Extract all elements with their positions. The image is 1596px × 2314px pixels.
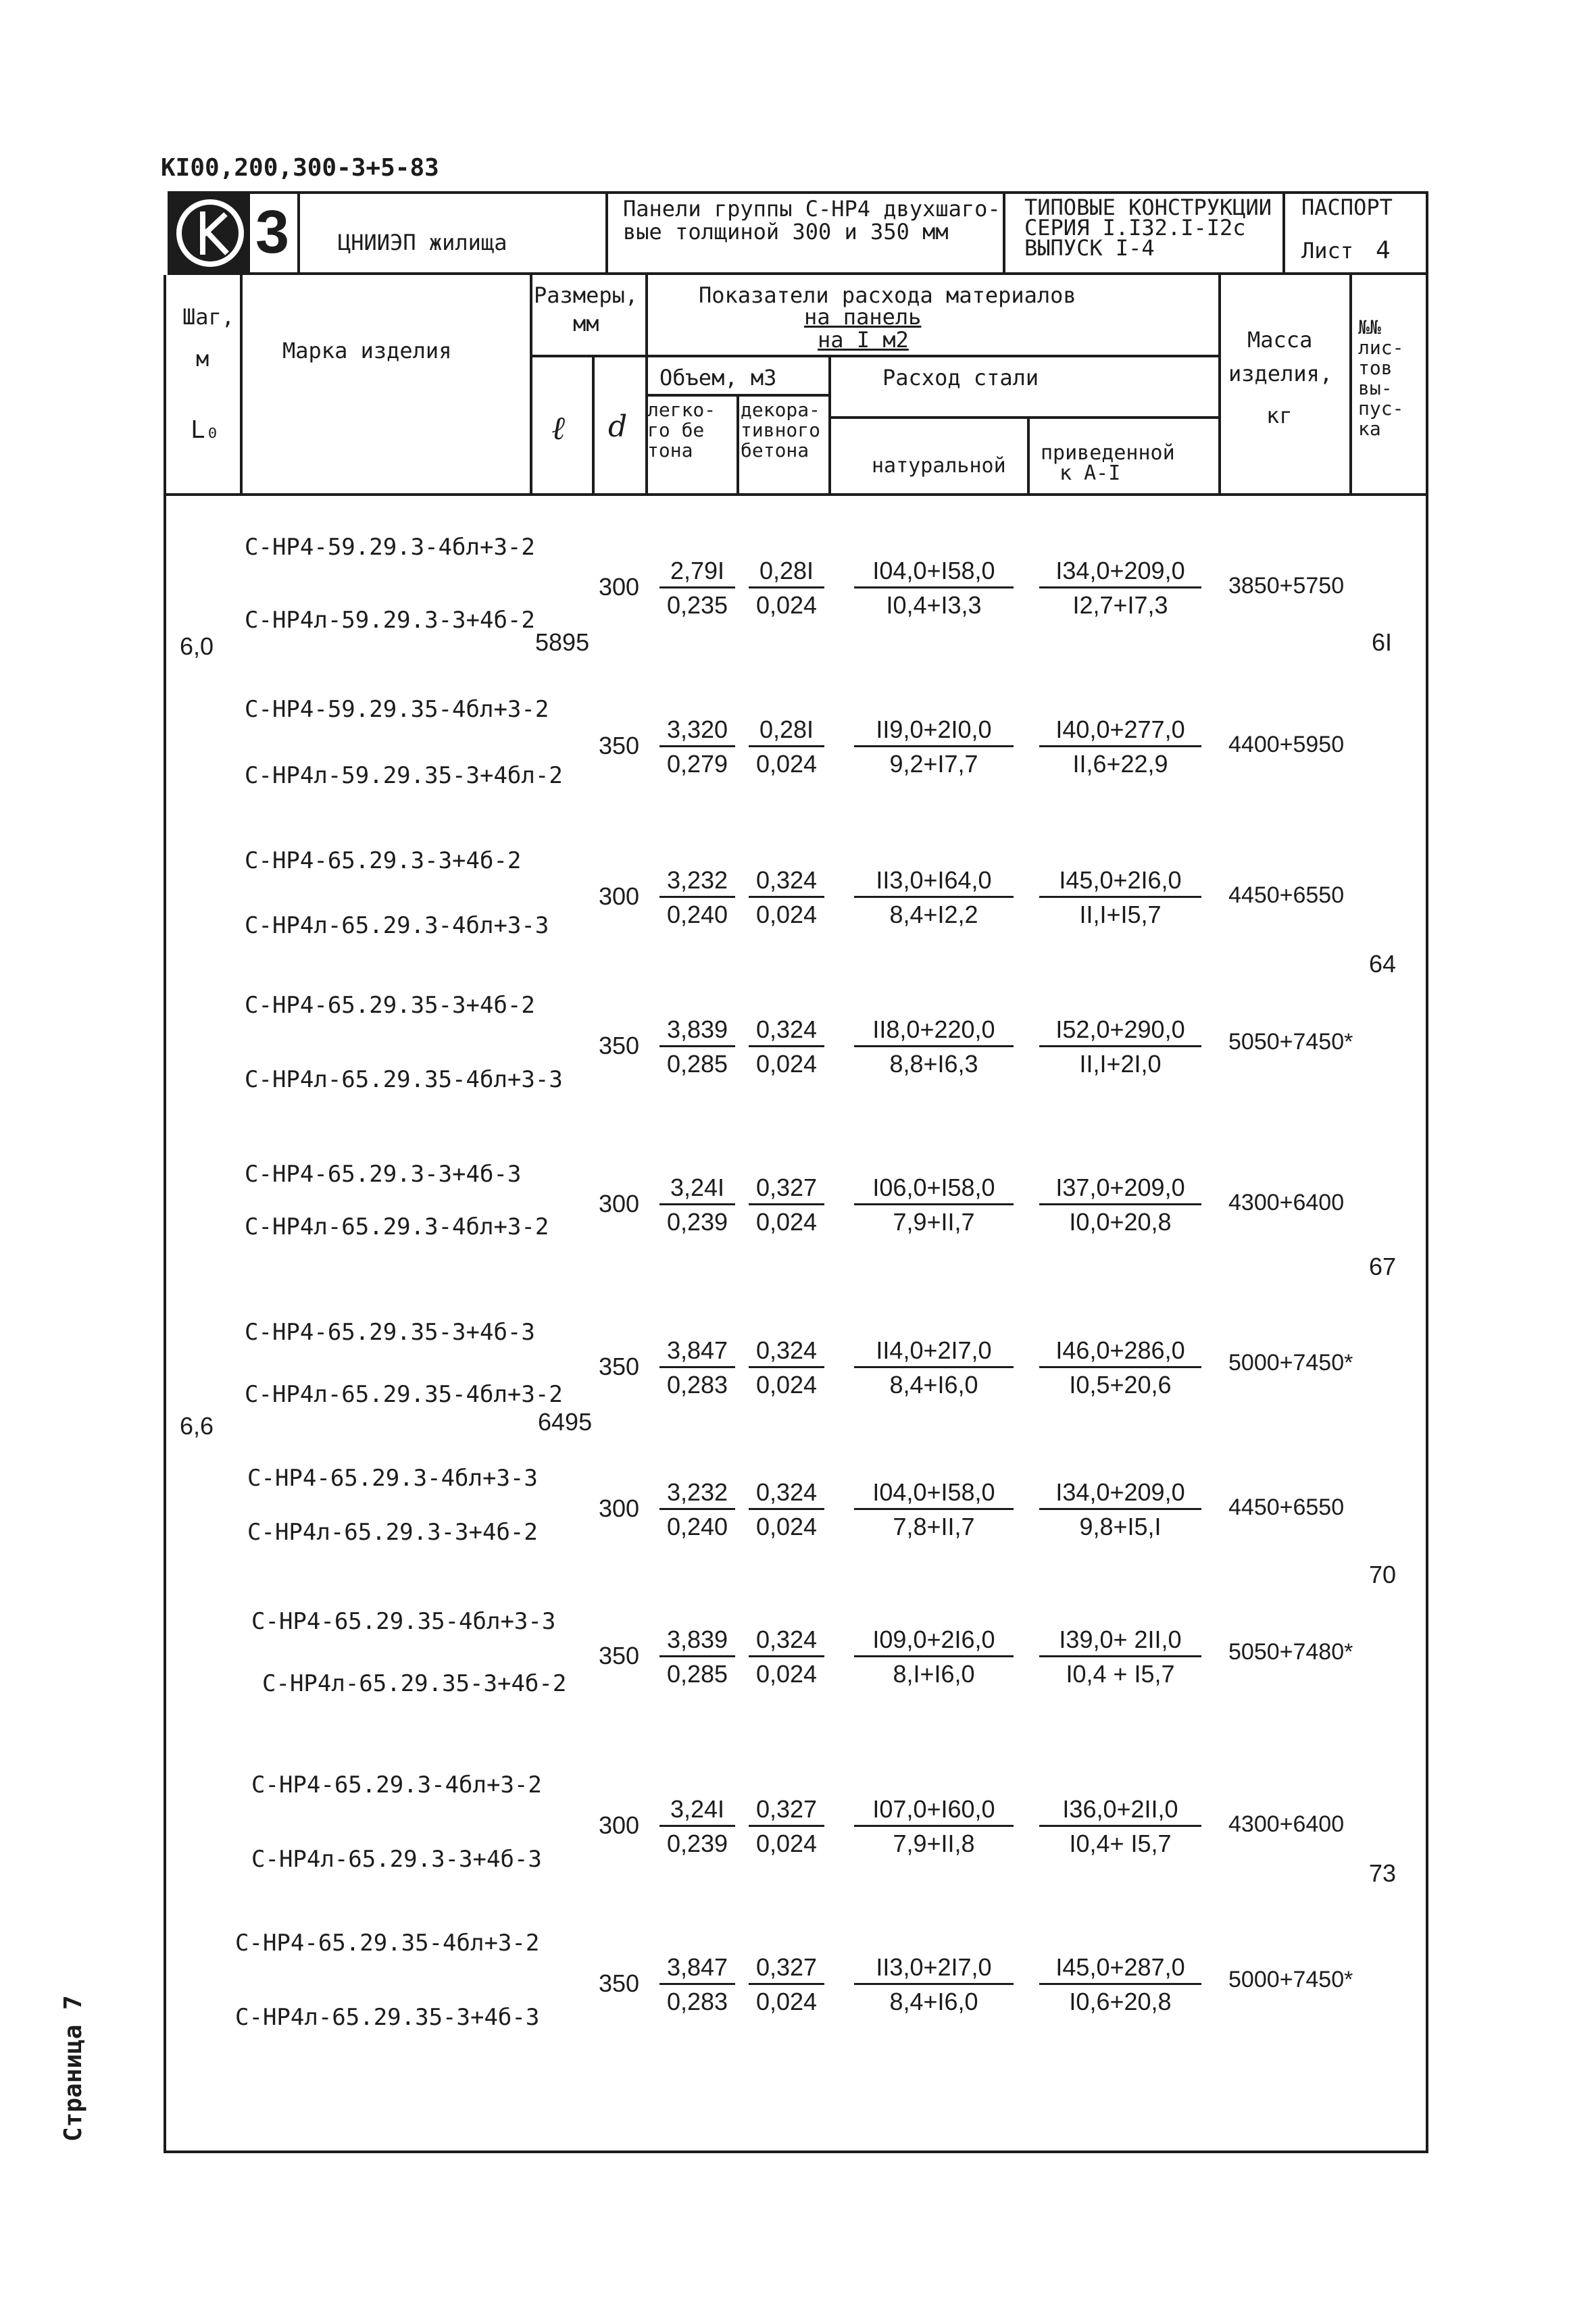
- product-mass: 5050+7480*: [1228, 1639, 1353, 1665]
- light-concrete-volume-per-m2: 0,240: [666, 1513, 728, 1540]
- steel-natural: [854, 715, 1014, 778]
- decorative-concrete-volume-per-m2: 0,024: [755, 1988, 818, 2015]
- steel-reduced-panel: I45,0+2I6,0: [1039, 866, 1201, 898]
- decorative-concrete-volume-panel: 0,324: [749, 1626, 824, 1657]
- page-label: Страница 7: [59, 1995, 87, 2142]
- sheet-ref: 64: [1369, 950, 1397, 978]
- product-mark: С-НР4-65.29.3-4бл+3-3: [247, 1465, 538, 1492]
- steel-reduced-per-m2: II,I+I5,7: [1079, 901, 1162, 928]
- steel-natural: [854, 1015, 1014, 1078]
- header-light-line-2: го бе: [647, 419, 705, 441]
- steel-natural-panel: I09,0+2I6,0: [854, 1626, 1014, 1657]
- header-deco-line-3: бетона: [741, 439, 809, 461]
- light-concrete-volume-per-m2: 0,285: [666, 1660, 728, 1688]
- product-mark: С-НР4л-65.29.35-3+4б-3: [235, 2004, 540, 2031]
- length-value-6495: 6495: [538, 1408, 593, 1436]
- series-line-3: ВЫПУСК I-4: [1024, 235, 1155, 261]
- product-mass: 4400+5950: [1228, 732, 1345, 757]
- header-deco-line-2: тивного: [741, 419, 821, 441]
- steel-reduced-panel: I36,0+2II,0: [1039, 1795, 1201, 1827]
- steel-natural-per-m2: I0,4+I3,3: [886, 591, 982, 619]
- product-mark: С-НР4-65.29.35-3+4б-3: [245, 1319, 535, 1346]
- light-concrete-volume: [659, 1336, 735, 1399]
- product-mark: С-НР4л-59.29.3-3+4б-2: [245, 607, 535, 634]
- steel-reduced-panel: I52,0+290,0: [1039, 1015, 1201, 1047]
- light-concrete-volume: [659, 1015, 735, 1078]
- light-concrete-volume-panel: 3,232: [659, 1478, 735, 1510]
- decorative-concrete-volume-per-m2: 0,024: [755, 1208, 818, 1236]
- product-mark: С-НР4-65.29.3-3+4б-2: [245, 847, 522, 874]
- steel-reduced: [1039, 715, 1201, 778]
- thickness-value: 300: [599, 882, 640, 910]
- thickness-value: 300: [599, 573, 640, 601]
- decorative-concrete-volume-panel: 0,327: [749, 1174, 824, 1205]
- product-mark: С-НР4л-65.29.35-4бл+3-2: [245, 1381, 563, 1408]
- decorative-concrete-volume-panel: 0,327: [749, 1795, 824, 1827]
- header-sheets-line-1: №№: [1358, 316, 1381, 338]
- product-mass: 4300+6400: [1228, 1811, 1345, 1837]
- thickness-value: 350: [599, 1642, 640, 1669]
- steel-natural-per-m2: 7,9+II,7: [893, 1208, 975, 1236]
- light-concrete-volume-panel: 3,847: [659, 1953, 735, 1985]
- product-mass: 5000+7450*: [1228, 1350, 1353, 1376]
- header-steel-natural: натуральной: [872, 454, 1006, 478]
- header-sheets: [1358, 318, 1403, 439]
- header-decorative-concrete: [741, 400, 820, 461]
- sheet-ref: 67: [1369, 1253, 1397, 1280]
- light-concrete-volume-panel: 3,320: [659, 715, 735, 747]
- sheet-ref: 70: [1369, 1561, 1397, 1588]
- header-per-m2: на I м2: [818, 327, 909, 353]
- light-concrete-volume-per-m2: 0,235: [666, 591, 728, 619]
- light-concrete-volume-panel: 3,24I: [659, 1795, 735, 1827]
- steel-reduced: [1039, 1795, 1201, 1858]
- steel-natural: [854, 866, 1014, 929]
- header-steel-reduced: [1041, 443, 1175, 484]
- step-value-6-0: 6,0: [180, 632, 214, 660]
- step-value-6-6: 6,6: [180, 1412, 214, 1440]
- decorative-concrete-volume-panel: 0,324: [749, 1478, 824, 1510]
- steel-natural-panel: I06,0+I58,0: [854, 1174, 1014, 1205]
- steel-reduced-panel: I37,0+209,0: [1039, 1174, 1201, 1205]
- light-concrete-volume-per-m2: 0,239: [666, 1830, 728, 1857]
- steel-natural-panel: I04,0+I58,0: [854, 557, 1014, 588]
- header-light-line-1: легко-: [647, 399, 716, 421]
- light-concrete-volume-per-m2: 0,283: [666, 1371, 728, 1399]
- decorative-concrete-volume: [749, 715, 824, 778]
- title-line-1: Панели группы С-НР4 двухшаго-: [623, 196, 1001, 222]
- decorative-concrete-volume-panel: 0,28I: [749, 715, 824, 747]
- product-mark: С-НР4-59.29.35-4бл+3-2: [245, 696, 549, 723]
- steel-natural: [854, 1174, 1014, 1236]
- steel-reduced-panel: I39,0+ 2II,0: [1039, 1626, 1201, 1657]
- product-mass: 4450+6550: [1228, 1494, 1345, 1520]
- decorative-concrete-volume: [749, 1478, 824, 1541]
- decorative-concrete-volume-per-m2: 0,024: [755, 591, 818, 619]
- steel-natural-per-m2: 9,2+I7,7: [889, 750, 978, 778]
- decorative-concrete-volume-per-m2: 0,024: [755, 1371, 818, 1399]
- steel-reduced: [1039, 1015, 1201, 1078]
- steel-natural: [854, 557, 1014, 620]
- decorative-concrete-volume-per-m2: 0,024: [755, 1050, 818, 1078]
- product-mark: С-НР4-65.29.3-4бл+3-2: [251, 1771, 542, 1799]
- light-concrete-volume: [659, 1795, 735, 1858]
- steel-natural-per-m2: 8,4+I6,0: [889, 1371, 978, 1399]
- thickness-value: 350: [599, 732, 640, 759]
- product-mark: С-НР4л-65.29.3-4бл+3-2: [245, 1213, 549, 1240]
- sheet-ref: 73: [1369, 1859, 1397, 1887]
- header-sheets-line-3: тов: [1358, 357, 1393, 379]
- steel-reduced: [1039, 557, 1201, 620]
- thickness-value: 350: [599, 1969, 640, 1997]
- steel-reduced: [1039, 1953, 1201, 2016]
- decorative-concrete-volume: [749, 1953, 824, 2016]
- steel-reduced: [1039, 1626, 1201, 1688]
- light-concrete-volume-per-m2: 0,283: [666, 1988, 728, 2015]
- logo-number: 3: [255, 199, 290, 266]
- decorative-concrete-volume-per-m2: 0,024: [755, 1513, 818, 1540]
- steel-natural-per-m2: 7,8+II,7: [893, 1513, 975, 1540]
- light-concrete-volume-panel: 3,24I: [659, 1174, 735, 1205]
- product-mark: С-НР4л-65.29.35-3+4б-2: [262, 1670, 567, 1697]
- steel-reduced-per-m2: II,6+22,9: [1072, 750, 1168, 778]
- decorative-concrete-volume-per-m2: 0,024: [755, 901, 818, 928]
- decorative-concrete-volume-panel: 0,327: [749, 1953, 824, 1985]
- header-reduced-line-1: приведенной: [1041, 441, 1175, 465]
- light-concrete-volume-panel: 3,839: [659, 1626, 735, 1657]
- light-concrete-volume-per-m2: 0,240: [666, 901, 728, 928]
- length-value-5895: 5895: [535, 628, 590, 656]
- steel-reduced: [1039, 1336, 1201, 1399]
- light-concrete-volume: [659, 1953, 735, 2016]
- product-mark: С-НР4л-65.29.35-4бл+3-3: [245, 1066, 563, 1093]
- steel-reduced-panel: I46,0+286,0: [1039, 1336, 1201, 1368]
- steel-reduced-panel: I34,0+209,0: [1039, 557, 1201, 588]
- decorative-concrete-volume: [749, 1626, 824, 1688]
- header-mass-label: Масса: [1247, 327, 1313, 353]
- header-deco-line-1: декора-: [741, 399, 821, 421]
- steel-natural-per-m2: 8,I+I6,0: [893, 1660, 975, 1688]
- decorative-concrete-volume: [749, 1795, 824, 1858]
- light-concrete-volume-per-m2: 0,279: [666, 750, 728, 778]
- steel-natural: [854, 1626, 1014, 1688]
- steel-natural-per-m2: 8,8+I6,3: [889, 1050, 978, 1078]
- header-mass-product: изделия,: [1228, 361, 1333, 386]
- header-mark-label: Марка изделия: [282, 338, 452, 363]
- steel-natural-panel: I04,0+I58,0: [854, 1478, 1014, 1510]
- sheet-label: Лист: [1301, 238, 1354, 263]
- product-mark: С-НР4-65.29.3-3+4б-3: [245, 1161, 522, 1188]
- light-concrete-volume-panel: 3,839: [659, 1015, 735, 1047]
- steel-reduced-per-m2: I0,0+20,8: [1069, 1208, 1172, 1236]
- light-concrete-volume-panel: 3,847: [659, 1336, 735, 1368]
- steel-reduced-per-m2: I0,6+20,8: [1069, 1988, 1172, 2015]
- decorative-concrete-volume: [749, 1015, 824, 1078]
- steel-reduced-panel: I34,0+209,0: [1039, 1478, 1201, 1510]
- light-concrete-volume: [659, 1626, 735, 1688]
- steel-natural-panel: II3,0+2I7,0: [854, 1953, 1014, 1985]
- decorative-concrete-volume-panel: 0,324: [749, 1015, 824, 1047]
- steel-natural-panel: I07,0+I60,0: [854, 1795, 1014, 1827]
- product-mark: С-НР4л-65.29.3-4бл+3-3: [245, 912, 549, 939]
- header-indicators-label: Показатели расхода материалов: [699, 282, 1076, 308]
- thickness-value: 300: [599, 1190, 640, 1217]
- decorative-concrete-volume-per-m2: 0,024: [755, 750, 818, 778]
- product-mark: С-НР4-65.29.35-4бл+3-3: [251, 1608, 556, 1635]
- product-mark: С-НР4л-65.29.3-3+4б-2: [247, 1519, 538, 1546]
- light-concrete-volume-per-m2: 0,285: [666, 1050, 728, 1078]
- steel-reduced: [1039, 1478, 1201, 1541]
- decorative-concrete-volume: [749, 1336, 824, 1399]
- steel-reduced-per-m2: I2,7+I7,3: [1072, 591, 1168, 619]
- header-sheets-line-4: вы-: [1358, 377, 1393, 399]
- header-step-symbol: L₀: [191, 416, 220, 444]
- header-sizes-unit: мм: [573, 311, 599, 336]
- steel-natural: [854, 1953, 1014, 2016]
- header-volume-label: Объем, м3: [659, 365, 777, 391]
- product-mass: 3850+5750: [1228, 573, 1345, 599]
- light-concrete-volume-panel: 3,232: [659, 866, 735, 898]
- steel-natural: [854, 1795, 1014, 1858]
- header-sheets-line-2: лис-: [1358, 336, 1404, 359]
- steel-reduced-per-m2: 9,8+I5,I: [1079, 1513, 1162, 1540]
- header-step-label: Шаг,: [182, 304, 235, 330]
- decorative-concrete-volume-panel: 0,324: [749, 1336, 824, 1368]
- thickness-value: 350: [599, 1032, 640, 1059]
- decorative-concrete-volume: [749, 866, 824, 929]
- decorative-concrete-volume-panel: 0,324: [749, 866, 824, 898]
- steel-natural-panel: II4,0+2I7,0: [854, 1336, 1014, 1368]
- light-concrete-volume: [659, 866, 735, 929]
- header-size-l: ℓ: [551, 409, 565, 447]
- decorative-concrete-volume-per-m2: 0,024: [755, 1830, 818, 1857]
- organization-name: ЦНИИЭП жилища: [338, 230, 507, 255]
- steel-natural-panel: II8,0+220,0: [854, 1015, 1014, 1047]
- product-mass: 4300+6400: [1228, 1190, 1345, 1215]
- header-sizes-label: Размеры,: [534, 282, 639, 308]
- product-mark: С-НР4л-65.29.3-3+4б-3: [251, 1846, 542, 1873]
- steel-reduced-panel: I40,0+277,0: [1039, 715, 1201, 747]
- steel-natural: [854, 1336, 1014, 1399]
- light-concrete-volume-per-m2: 0,239: [666, 1208, 728, 1236]
- light-concrete-volume: [659, 1478, 735, 1541]
- decorative-concrete-volume-per-m2: 0,024: [755, 1660, 818, 1688]
- document-type: ПАСПОРТ: [1301, 195, 1393, 220]
- steel-natural-per-m2: 7,9+II,8: [893, 1830, 975, 1857]
- sheet-ref: 6I: [1372, 628, 1393, 656]
- steel-natural-per-m2: 8,4+I2,2: [889, 901, 978, 928]
- series-line-2: СЕРИЯ I.I32.I-I2с: [1024, 215, 1246, 241]
- header-sheets-line-6: ка: [1358, 418, 1381, 440]
- decorative-concrete-volume: [749, 1174, 824, 1236]
- header-per-panel: на панель: [804, 304, 922, 330]
- light-concrete-volume: [659, 1174, 735, 1236]
- title-line-2: вые толщиной 300 и 350 мм: [623, 219, 949, 245]
- header-light-concrete: [647, 400, 716, 461]
- steel-reduced-per-m2: I0,4+ I5,7: [1069, 1830, 1172, 1857]
- header-reduced-line-2: к А-I: [1059, 461, 1121, 485]
- series-line-1: ТИПОВЫЕ КОНСТРУКЦИИ: [1024, 195, 1272, 220]
- steel-natural-per-m2: 8,4+I6,0: [889, 1988, 978, 2015]
- steel-reduced: [1039, 1174, 1201, 1236]
- steel-natural: [854, 1478, 1014, 1541]
- header-steel-label: Расход стали: [882, 365, 1039, 391]
- steel-reduced-per-m2: I0,5+20,6: [1069, 1371, 1172, 1399]
- steel-reduced-per-m2: II,I+2I,0: [1079, 1050, 1162, 1078]
- decorative-concrete-volume: [749, 557, 824, 620]
- product-mark: С-НР4-59.29.3-4бл+3-2: [245, 534, 535, 561]
- product-mark: С-НР4-65.29.35-4бл+3-2: [235, 1930, 540, 1957]
- light-concrete-volume-panel: 2,79I: [659, 557, 735, 588]
- thickness-value: 350: [599, 1353, 640, 1380]
- header-size-d: d: [608, 409, 628, 444]
- product-mass: 5000+7450*: [1228, 1967, 1353, 1992]
- header-step-unit: м: [196, 346, 209, 372]
- light-concrete-volume: [659, 715, 735, 778]
- header-light-line-3: тона: [647, 439, 693, 461]
- product-mass: 5050+7450*: [1228, 1029, 1353, 1055]
- thickness-value: 300: [599, 1811, 640, 1839]
- header-sheets-line-5: пус-: [1358, 397, 1404, 420]
- header-mass-unit: кг: [1266, 403, 1293, 428]
- product-mark: С-НР4-65.29.35-3+4б-2: [245, 992, 535, 1019]
- light-concrete-volume: [659, 557, 735, 620]
- sheet-number: 4: [1376, 236, 1391, 264]
- steel-reduced-per-m2: I0,4 + I5,7: [1066, 1660, 1175, 1688]
- product-mark: С-НР4л-59.29.35-3+4бл-2: [245, 762, 563, 789]
- steel-natural-panel: II9,0+2I0,0: [854, 715, 1014, 747]
- steel-reduced: [1039, 866, 1201, 929]
- steel-natural-panel: II3,0+I64,0: [854, 866, 1014, 898]
- product-mass: 4450+6550: [1228, 882, 1345, 908]
- thickness-value: 300: [599, 1494, 640, 1522]
- steel-reduced-panel: I45,0+287,0: [1039, 1953, 1201, 1985]
- decorative-concrete-volume-panel: 0,28I: [749, 557, 824, 588]
- document-code: КI00,200,300-3+5-83: [161, 154, 439, 182]
